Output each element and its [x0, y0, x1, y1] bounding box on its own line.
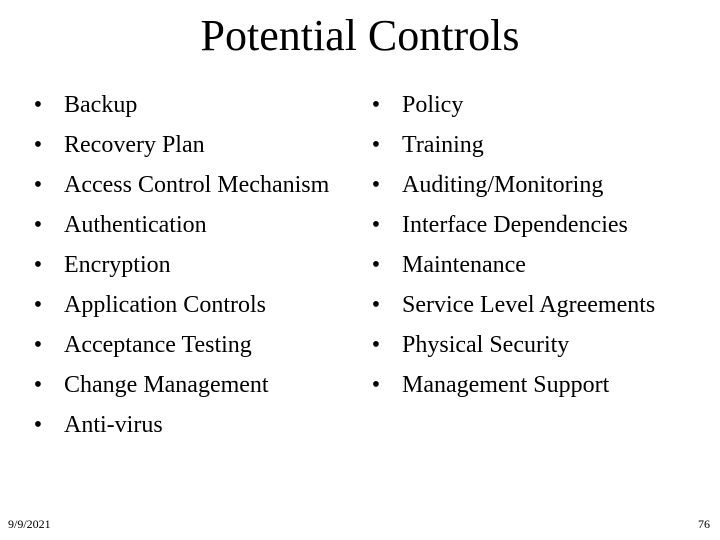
bullet-icon: •: [371, 252, 381, 278]
list-item-text: Maintenance: [402, 252, 526, 278]
list-item: [366, 128, 706, 162]
bullet-icon: •: [33, 412, 43, 438]
bullet-icon: •: [371, 372, 381, 398]
bullet-icon: •: [371, 292, 381, 318]
slide-title: Potential Controls: [200, 11, 520, 60]
list-item: [28, 248, 348, 282]
page-number: 76: [698, 517, 710, 531]
list-item-text: Recovery Plan: [64, 132, 205, 158]
list-item-text: Access Control Mechanism: [64, 172, 330, 198]
left-bullet-list: [28, 88, 348, 448]
list-item-text: Interface Dependencies: [402, 212, 628, 238]
bullet-icon: •: [371, 332, 381, 358]
list-item: [366, 328, 706, 362]
list-item-text: Policy: [402, 92, 464, 118]
list-item: [28, 208, 348, 242]
bullet-icon: •: [371, 132, 381, 158]
list-item-text: Encryption: [64, 252, 171, 278]
list-item: [28, 328, 348, 362]
list-item-text: Authentication: [64, 212, 207, 238]
bullet-icon: •: [33, 212, 43, 238]
bullet-icon: •: [33, 252, 43, 278]
list-item: [28, 408, 348, 442]
right-bullet-list: [366, 88, 706, 408]
list-item: [28, 368, 348, 402]
footer-date: 9/9/2021: [8, 517, 51, 531]
bullet-icon: •: [33, 172, 43, 198]
list-item: [366, 368, 706, 402]
bullet-icon: •: [33, 292, 43, 318]
list-item-text: Service Level Agreements: [402, 292, 656, 318]
list-item: [28, 168, 348, 202]
list-item-text: Application Controls: [64, 292, 266, 318]
bullet-icon: •: [33, 372, 43, 398]
list-item: [366, 88, 706, 122]
bullet-icon: •: [371, 172, 381, 198]
bullet-icon: •: [371, 92, 381, 118]
list-item: [28, 288, 348, 322]
bullet-icon: •: [33, 132, 43, 158]
list-item: [366, 248, 706, 282]
list-item-text: Physical Security: [402, 332, 570, 358]
list-item-text: Anti-virus: [64, 412, 163, 438]
list-item-text: Change Management: [64, 372, 269, 398]
bullet-icon: •: [33, 332, 43, 358]
list-item: [28, 128, 348, 162]
list-item-text: Management Support: [402, 372, 610, 398]
list-item: [28, 88, 348, 122]
list-item-text: Auditing/Monitoring: [402, 172, 604, 198]
bullet-icon: •: [371, 212, 381, 238]
list-item-text: Training: [402, 132, 484, 158]
list-item-text: Backup: [64, 92, 138, 118]
list-item: [366, 208, 706, 242]
list-item-text: Acceptance Testing: [64, 332, 252, 358]
list-item: [366, 168, 706, 202]
bullet-icon: •: [33, 92, 43, 118]
list-item: [366, 288, 706, 322]
